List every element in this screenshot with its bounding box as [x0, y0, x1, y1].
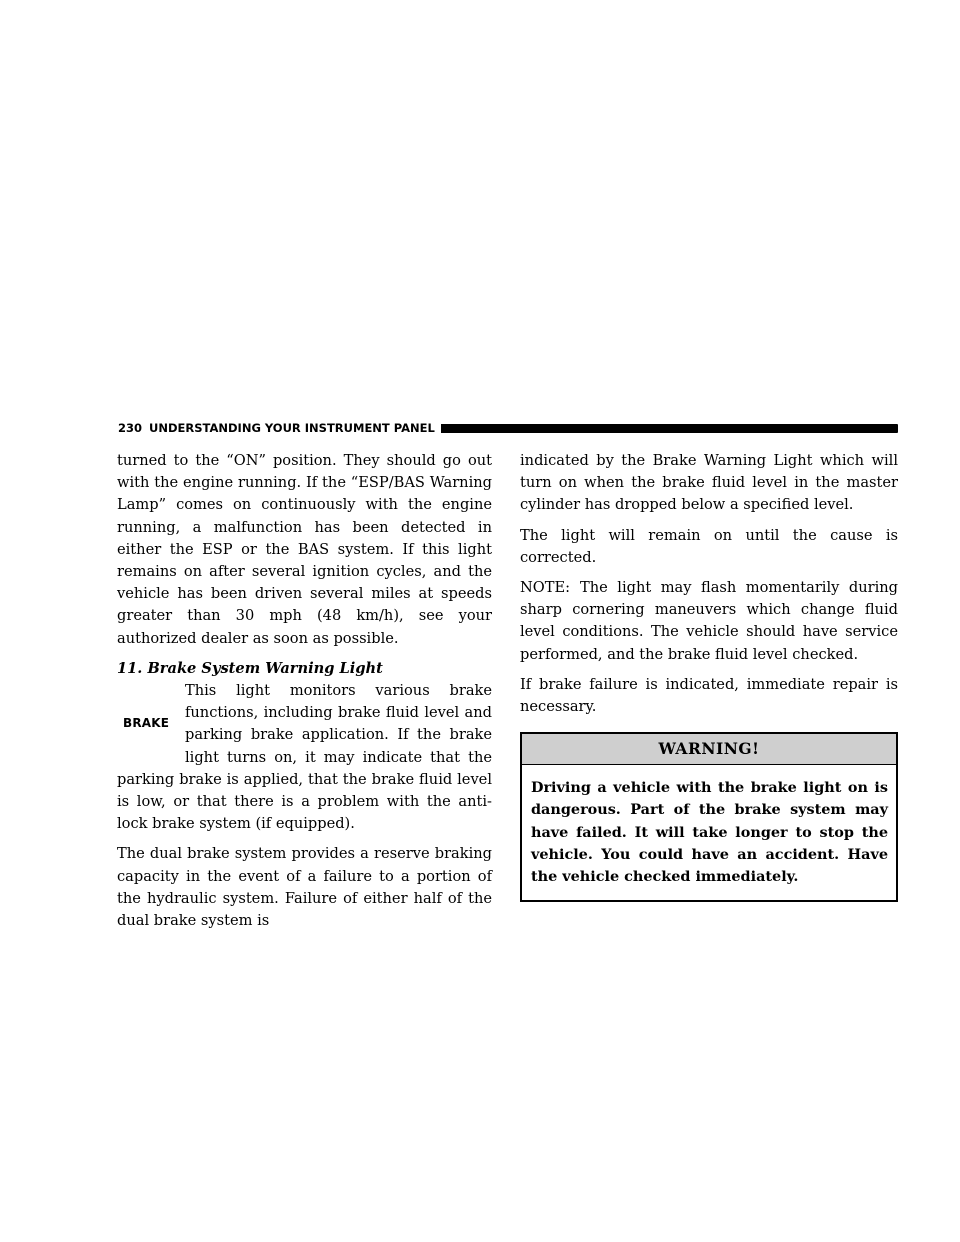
page-number: 230: [118, 421, 143, 435]
brake-warning-icon: [117, 680, 185, 768]
paragraph-esp-bas: turned to the “ON” position. They should go out with the engine running. If the “ESP/BAS Warning Lamp” comes on continuously with the engine running, a malfunction has been detected in either the ESP or the BAS system. If this light remains on after several ignition cycles, and the vehicle has been driven several miles at speeds greater than 30 mph (48 km/h), see your authorized dealer as soon as possible.: [117, 452, 492, 647]
brake-warning-heading: 11. Brake System Warning Light: [117, 659, 383, 677]
paragraph-brake-indicated: indicated by the Brake Warning Light which will turn on when the brake fluid level in the master cylinder has dropped below a specified level.: [520, 452, 898, 514]
header-rule: [441, 424, 898, 433]
right-column: [520, 450, 898, 902]
note-label: NOTE:: [520, 579, 571, 597]
paragraph-dual-brake: The dual brake system provides a reserve braking capacity in the event of a failure to a portion of the hydraulic system. Failure of either half of the dual brake system is: [117, 845, 492, 930]
section-title: UNDERSTANDING YOUR INSTRUMENT PANEL: [149, 421, 435, 435]
brake-icon-label: BRAKE: [123, 716, 170, 731]
left-column: [117, 450, 492, 940]
page-header: [118, 420, 898, 436]
warning-text: Driving a vehicle with the brake light on is dangerous. Part of the brake system may have failed. It will take longer to stop the vehicle. You could have an accident. Have the vehicle checked immediately.: [531, 779, 888, 886]
note-paragraph: [520, 577, 898, 666]
warning-title: WARNING!: [522, 734, 896, 765]
paragraph-light-remains: The light will remain on until the cause is corrected.: [520, 526, 898, 566]
paragraph-brake-functions: This light monitors various brake functions, including brake fluid level and parking brake application. If the brake light turns on, it may indicate that the parking brake is applied, that the brake fluid level is low, or that there is a problem with the anti-lock brake system (if equipped).: [117, 682, 492, 833]
paragraph-brake-failure: If brake failure is indicated, immediate repair is necessary.: [520, 675, 898, 716]
warning-box: [520, 732, 898, 902]
brake-light-section: [117, 680, 492, 835]
note-text: The light may flash momentarily during sharp cornering maneuvers which change fluid level conditions. The vehicle should have service performed, and the brake fluid level checked.: [520, 579, 898, 663]
